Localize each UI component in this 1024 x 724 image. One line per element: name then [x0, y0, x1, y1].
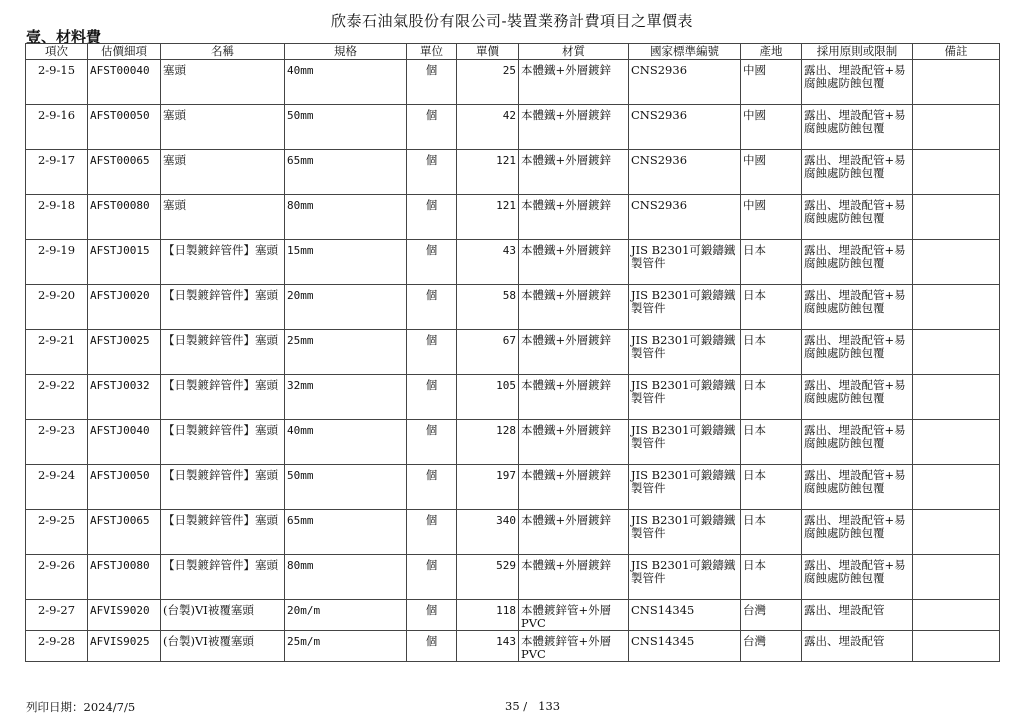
- unit-cell: 個: [407, 600, 457, 631]
- row-number-cell: 2-9-15: [26, 60, 88, 105]
- page-separator: /: [519, 699, 539, 713]
- section-heading: 壹、材料費: [26, 28, 102, 46]
- header-cell: 項次: [26, 44, 88, 60]
- price-cell: 67: [457, 330, 519, 375]
- origin-cell: 日本: [741, 420, 802, 465]
- row-number-cell: 2-9-18: [26, 195, 88, 240]
- row-number-cell: 2-9-26: [26, 555, 88, 600]
- origin-cell: 中國: [741, 60, 802, 105]
- unit-cell: 個: [407, 240, 457, 285]
- unit-cell: 個: [407, 330, 457, 375]
- note-cell: [913, 240, 1000, 285]
- unit-cell: 個: [407, 631, 457, 662]
- price-cell: 128: [457, 420, 519, 465]
- item-name-cell: 【日製鍍鋅管件】塞頭: [161, 465, 285, 510]
- origin-cell: 日本: [741, 240, 802, 285]
- table-row: [26, 555, 1000, 600]
- page-number: 35: [505, 699, 520, 713]
- item-name-cell: 塞頭: [161, 150, 285, 195]
- row-number-cell: 2-9-24: [26, 465, 88, 510]
- row-number-cell: 2-9-19: [26, 240, 88, 285]
- standard-cell: CNS14345: [629, 631, 741, 662]
- unit-cell: 個: [407, 375, 457, 420]
- origin-cell: 日本: [741, 510, 802, 555]
- row-number-cell: 2-9-23: [26, 420, 88, 465]
- unit-cell: 個: [407, 60, 457, 105]
- print-date: [26, 699, 135, 715]
- material-cell: 本體鐵+外層鍍鋅: [519, 330, 629, 375]
- rule-cell: 露出、埋設配管+易腐蝕處防蝕包覆: [802, 420, 913, 465]
- item-code-cell: AFST00065: [88, 150, 161, 195]
- item-code-cell: AFVIS9020: [88, 600, 161, 631]
- material-cell: 本體鐵+外層鍍鋅: [519, 555, 629, 600]
- material-cell: 本體鍍鋅管+外層PVC: [519, 631, 629, 662]
- table-row: [26, 510, 1000, 555]
- item-code-cell: AFSTJ0040: [88, 420, 161, 465]
- header-cell: 國家標準編號: [629, 44, 741, 60]
- standard-cell: CNS2936: [629, 150, 741, 195]
- table-row: [26, 631, 1000, 662]
- price-table: [25, 43, 1000, 662]
- standard-cell: JIS B2301可鍛鑄鐵製管件: [629, 285, 741, 330]
- price-cell: 340: [457, 510, 519, 555]
- standard-cell: JIS B2301可鍛鑄鐵製管件: [629, 330, 741, 375]
- standard-cell: JIS B2301可鍛鑄鐵製管件: [629, 240, 741, 285]
- spec-cell: 25mm: [285, 330, 407, 375]
- standard-cell: JIS B2301可鍛鑄鐵製管件: [629, 420, 741, 465]
- spec-cell: 32mm: [285, 375, 407, 420]
- standard-cell: CNS2936: [629, 105, 741, 150]
- origin-cell: 中國: [741, 195, 802, 240]
- material-cell: 本體鐵+外層鍍鋅: [519, 285, 629, 330]
- note-cell: [913, 465, 1000, 510]
- price-cell: 25: [457, 60, 519, 105]
- note-cell: [913, 285, 1000, 330]
- item-name-cell: 塞頭: [161, 60, 285, 105]
- item-code-cell: AFSTJ0015: [88, 240, 161, 285]
- unit-cell: 個: [407, 285, 457, 330]
- rule-cell: 露出、埋設配管+易腐蝕處防蝕包覆: [802, 150, 913, 195]
- rule-cell: 露出、埋設配管+易腐蝕處防蝕包覆: [802, 375, 913, 420]
- table-row: [26, 600, 1000, 631]
- rule-cell: 露出、埋設配管+易腐蝕處防蝕包覆: [802, 105, 913, 150]
- item-code-cell: AFSTJ0080: [88, 555, 161, 600]
- material-cell: 本體鐵+外層鍍鋅: [519, 510, 629, 555]
- row-number-cell: 2-9-27: [26, 600, 88, 631]
- origin-cell: 台灣: [741, 600, 802, 631]
- rule-cell: 露出、埋設配管+易腐蝕處防蝕包覆: [802, 465, 913, 510]
- table-row: [26, 375, 1000, 420]
- note-cell: [913, 555, 1000, 600]
- rule-cell: 露出、埋設配管+易腐蝕處防蝕包覆: [802, 285, 913, 330]
- header-cell: 材質: [519, 44, 629, 60]
- table-header-row: [26, 44, 1000, 60]
- material-cell: 本體鐵+外層鍍鋅: [519, 240, 629, 285]
- material-cell: 本體鐵+外層鍍鋅: [519, 375, 629, 420]
- header-cell: 規格: [285, 44, 407, 60]
- origin-cell: 日本: [741, 330, 802, 375]
- spec-cell: 20m/m: [285, 600, 407, 631]
- standard-cell: JIS B2301可鍛鑄鐵製管件: [629, 510, 741, 555]
- table-row: [26, 285, 1000, 330]
- standard-cell: CNS2936: [629, 60, 741, 105]
- rule-cell: 露出、埋設配管+易腐蝕處防蝕包覆: [802, 330, 913, 375]
- header-cell: 估價細項: [88, 44, 161, 60]
- header-cell: 單價: [457, 44, 519, 60]
- note-cell: [913, 420, 1000, 465]
- spec-cell: 50mm: [285, 105, 407, 150]
- standard-cell: CNS2936: [629, 195, 741, 240]
- row-number-cell: 2-9-22: [26, 375, 88, 420]
- origin-cell: 中國: [741, 150, 802, 195]
- note-cell: [913, 330, 1000, 375]
- material-cell: 本體鐵+外層鍍鋅: [519, 465, 629, 510]
- standard-cell: CNS14345: [629, 600, 741, 631]
- row-number-cell: 2-9-20: [26, 285, 88, 330]
- item-code-cell: AFST00050: [88, 105, 161, 150]
- origin-cell: 日本: [741, 555, 802, 600]
- price-cell: 143: [457, 631, 519, 662]
- spec-cell: 80mm: [285, 195, 407, 240]
- unit-cell: 個: [407, 105, 457, 150]
- item-name-cell: (台製)VI被覆塞頭: [161, 600, 285, 631]
- price-cell: 42: [457, 105, 519, 150]
- unit-cell: 個: [407, 465, 457, 510]
- price-cell: 58: [457, 285, 519, 330]
- price-cell: 529: [457, 555, 519, 600]
- header-cell: 採用原則或限制: [802, 44, 913, 60]
- rule-cell: 露出、埋設配管+易腐蝕處防蝕包覆: [802, 60, 913, 105]
- rule-cell: 露出、埋設配管+易腐蝕處防蝕包覆: [802, 510, 913, 555]
- rule-cell: 露出、埋設配管: [802, 600, 913, 631]
- table-row: [26, 195, 1000, 240]
- total-pages: 133: [538, 699, 561, 713]
- table-row: [26, 465, 1000, 510]
- origin-cell: 中國: [741, 105, 802, 150]
- row-number-cell: 2-9-28: [26, 631, 88, 662]
- spec-cell: 80mm: [285, 555, 407, 600]
- table-row: [26, 60, 1000, 105]
- unit-cell: 個: [407, 510, 457, 555]
- spec-cell: 65mm: [285, 150, 407, 195]
- note-cell: [913, 105, 1000, 150]
- row-number-cell: 2-9-17: [26, 150, 88, 195]
- material-cell: 本體鐵+外層鍍鋅: [519, 150, 629, 195]
- price-cell: 121: [457, 150, 519, 195]
- header-cell: 產地: [741, 44, 802, 60]
- unit-cell: 個: [407, 195, 457, 240]
- rule-cell: 露出、埋設配管+易腐蝕處防蝕包覆: [802, 555, 913, 600]
- item-name-cell: 【日製鍍鋅管件】塞頭: [161, 285, 285, 330]
- note-cell: [913, 631, 1000, 662]
- item-code-cell: AFSTJ0020: [88, 285, 161, 330]
- print-date-value: 2024/7/5: [83, 700, 136, 714]
- table-row: [26, 420, 1000, 465]
- origin-cell: 日本: [741, 285, 802, 330]
- price-cell: 121: [457, 195, 519, 240]
- standard-cell: JIS B2301可鍛鑄鐵製管件: [629, 465, 741, 510]
- item-name-cell: 塞頭: [161, 195, 285, 240]
- origin-cell: 日本: [741, 465, 802, 510]
- item-code-cell: AFSTJ0032: [88, 375, 161, 420]
- table-row: [26, 105, 1000, 150]
- note-cell: [913, 195, 1000, 240]
- price-cell: 43: [457, 240, 519, 285]
- print-date-label: 列印日期：: [26, 700, 84, 714]
- material-cell: 本體鐵+外層鍍鋅: [519, 195, 629, 240]
- price-cell: 105: [457, 375, 519, 420]
- material-cell: 本體鍍鋅管+外層PVC: [519, 600, 629, 631]
- rule-cell: 露出、埋設配管+易腐蝕處防蝕包覆: [802, 195, 913, 240]
- item-code-cell: AFST00080: [88, 195, 161, 240]
- item-name-cell: 【日製鍍鋅管件】塞頭: [161, 510, 285, 555]
- item-name-cell: 【日製鍍鋅管件】塞頭: [161, 240, 285, 285]
- spec-cell: 15mm: [285, 240, 407, 285]
- note-cell: [913, 600, 1000, 631]
- header-cell: 單位: [407, 44, 457, 60]
- material-cell: 本體鐵+外層鍍鋅: [519, 105, 629, 150]
- spec-cell: 20mm: [285, 285, 407, 330]
- price-cell: 197: [457, 465, 519, 510]
- item-code-cell: AFSTJ0065: [88, 510, 161, 555]
- table-row: [26, 240, 1000, 285]
- header-cell: 名稱: [161, 44, 285, 60]
- document-title: 欣泰石油氣股份有限公司-裝置業務計費項目之單價表: [330, 12, 694, 30]
- note-cell: [913, 60, 1000, 105]
- note-cell: [913, 375, 1000, 420]
- rule-cell: 露出、埋設配管+易腐蝕處防蝕包覆: [802, 240, 913, 285]
- spec-cell: 40mm: [285, 60, 407, 105]
- row-number-cell: 2-9-21: [26, 330, 88, 375]
- row-number-cell: 2-9-25: [26, 510, 88, 555]
- note-cell: [913, 510, 1000, 555]
- price-cell: 118: [457, 600, 519, 631]
- item-name-cell: 【日製鍍鋅管件】塞頭: [161, 420, 285, 465]
- standard-cell: JIS B2301可鍛鑄鐵製管件: [629, 375, 741, 420]
- spec-cell: 50mm: [285, 465, 407, 510]
- item-name-cell: (台製)VI被覆塞頭: [161, 631, 285, 662]
- unit-cell: 個: [407, 420, 457, 465]
- material-cell: 本體鐵+外層鍍鋅: [519, 60, 629, 105]
- origin-cell: 日本: [741, 375, 802, 420]
- row-number-cell: 2-9-16: [26, 105, 88, 150]
- rule-cell: 露出、埋設配管: [802, 631, 913, 662]
- item-name-cell: 塞頭: [161, 105, 285, 150]
- note-cell: [913, 150, 1000, 195]
- item-name-cell: 【日製鍍鋅管件】塞頭: [161, 375, 285, 420]
- item-code-cell: AFST00040: [88, 60, 161, 105]
- standard-cell: JIS B2301可鍛鑄鐵製管件: [629, 555, 741, 600]
- item-code-cell: AFVIS9025: [88, 631, 161, 662]
- material-cell: 本體鐵+外層鍍鋅: [519, 420, 629, 465]
- page-indicator: [505, 699, 560, 713]
- item-code-cell: AFSTJ0050: [88, 465, 161, 510]
- unit-cell: 個: [407, 150, 457, 195]
- spec-cell: 40mm: [285, 420, 407, 465]
- unit-cell: 個: [407, 555, 457, 600]
- header-cell: 備註: [913, 44, 1000, 60]
- item-name-cell: 【日製鍍鋅管件】塞頭: [161, 330, 285, 375]
- item-name-cell: 【日製鍍鋅管件】塞頭: [161, 555, 285, 600]
- origin-cell: 台灣: [741, 631, 802, 662]
- item-code-cell: AFSTJ0025: [88, 330, 161, 375]
- table-row: [26, 150, 1000, 195]
- spec-cell: 65mm: [285, 510, 407, 555]
- table-row: [26, 330, 1000, 375]
- spec-cell: 25m/m: [285, 631, 407, 662]
